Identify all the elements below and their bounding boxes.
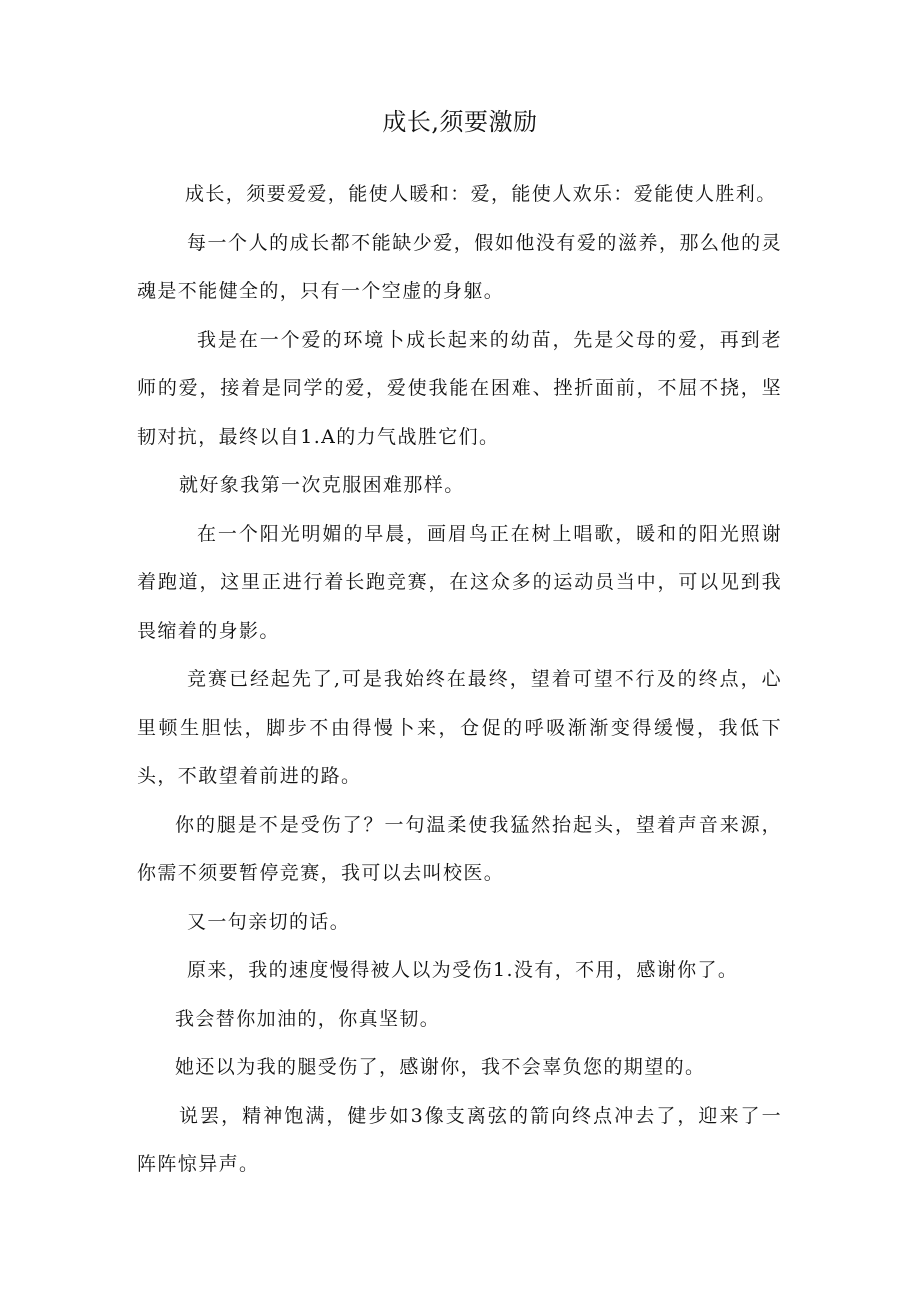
paragraph: 我是在一个爱的环境卜成长起来的幼苗，先是父母的爱，再到老师的爱，接着是同学的爱，爱使我能在困难、挫折面前，不屈不挠，坚韧对抗，最终以自1.A的力气战胜它们。 <box>137 328 782 448</box>
document-title: 成长,须要激励 <box>382 108 538 136</box>
document-body <box>137 170 782 1189</box>
paragraph: 又一句亲切的话。 <box>187 910 351 933</box>
paragraph: 成长，须要爱爱，能使人暖和：爱，能使人欢乐：爱能使人胜利。 <box>185 183 777 205</box>
paragraph: 原来，我的速度慢得被人以为受伤1.没有，不用，感谢你了。 <box>187 959 739 981</box>
paragraph: 竞赛已经起先了,可是我始终在最终，望着可望不行及的终点，心里顿生胆怯，脚步不由得慢卜来，仓促的呼吸渐渐变得缓慢，我低下头，不敢望着前进的路。 <box>137 668 782 787</box>
paragraph: 每一个人的成长都不能缺少爱，假如他没有爱的滋养，那么他的灵魂是不能健全的，只有一个空虚的身躯。 <box>137 231 782 302</box>
paragraph: 我会替你加油的，你真坚韧。 <box>175 1007 441 1030</box>
paragraph: 在一个阳光明媚的早晨，画眉鸟正在树上唱歌，暖和的阳光照谢着跑道，这里正进行着长跑竞赛，在这众多的运动员当中，可以见到我畏缩着的身影。 <box>137 522 782 642</box>
paragraph: 你的腿是不是受伤了？一句温柔使我猛然抬起头，望着声音来源，你需不须要暂停竞赛，我可以去叫校医。 <box>137 813 782 884</box>
paragraph: 说罢，精神饱满，健步如3像支离弦的箭向终点冲去了，迎来了一阵阵惊异声。 <box>137 1104 782 1175</box>
paragraph: 就好象我第一次克服困难那样。 <box>179 474 465 496</box>
paragraph: 她还以为我的腿受伤了，感谢你，我不会辜负您的期望的。 <box>175 1056 706 1078</box>
